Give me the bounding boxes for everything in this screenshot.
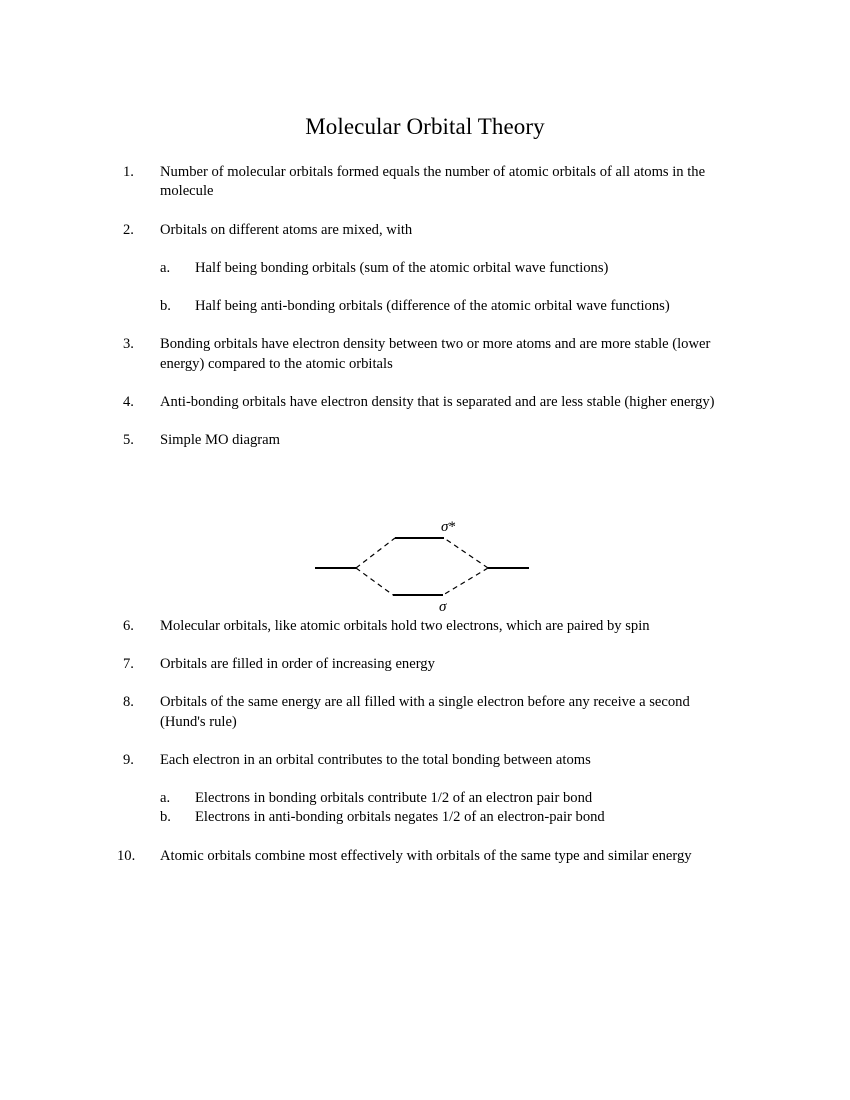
correlation-line-right-antibonding	[444, 538, 488, 568]
list-item-text: Molecular orbitals, like atomic orbitals hold two electrons, which are paired by spin	[160, 617, 650, 634]
list-item	[0, 655, 850, 674]
list-item-text: Orbitals of the same energy are all filled with a single electron before any receive a second (Hund's rule)	[160, 694, 690, 730]
list-item-text: Half being anti-bonding orbitals (difference of the atomic orbital wave functions)	[195, 298, 670, 315]
list-item	[0, 847, 850, 866]
list-marker: 7.	[123, 655, 134, 672]
list-marker: 10.	[117, 847, 136, 864]
page-title: Molecular Orbital Theory	[305, 114, 545, 140]
mo-energy-diagram	[300, 505, 560, 630]
list-marker: 9.	[123, 751, 134, 768]
list-item	[0, 431, 850, 450]
list-item-text: Each electron in an orbital contributes to the total bonding between atoms	[160, 751, 591, 768]
list-item	[0, 259, 850, 278]
list-marker: 1.	[123, 164, 134, 180]
list-item-text: Simple MO diagram	[160, 432, 280, 449]
sigma-star-asterisk-glyph: *	[448, 519, 456, 535]
list-marker: b.	[160, 298, 171, 315]
list-item	[0, 693, 850, 732]
list-item	[0, 393, 850, 412]
list-item-text: Number of molecular orbitals formed equals the number of atomic orbitals of all atoms in the molecule	[160, 164, 706, 200]
list-item-text: Half being bonding orbitals (sum of the atomic orbital wave functions)	[195, 259, 609, 276]
correlation-line-left-bonding	[356, 568, 393, 595]
list-item-text: Electrons in bonding orbitals contribute 1/2 of an electron pair bond	[195, 790, 593, 807]
list-marker: 5.	[123, 432, 134, 449]
list-item	[0, 163, 850, 202]
list-item-text: Orbitals on different atoms are mixed, with	[160, 221, 413, 238]
list-item	[0, 789, 850, 808]
list-item	[0, 808, 850, 827]
list-item	[0, 335, 850, 374]
mo-diagram-svg	[300, 505, 560, 630]
list-marker: 3.	[123, 336, 134, 353]
sigma-star-sigma-glyph: σ	[441, 519, 449, 535]
list-item-text: Orbitals are filled in order of increasing energy	[160, 655, 435, 672]
list-marker: 4.	[123, 394, 134, 411]
list-marker: a.	[160, 790, 171, 807]
list-item-text: Electrons in anti-bonding orbitals negates 1/2 of an electron-pair bond	[195, 809, 605, 826]
list-marker: 2.	[123, 221, 134, 238]
correlation-line-right-bonding	[443, 568, 488, 595]
list-item	[0, 751, 850, 770]
list-item-text: Bonding orbitals have electron density between two or more atoms and are more stable (lower energy) compared to the atomic orbitals	[160, 336, 711, 372]
list-marker: b.	[160, 809, 171, 826]
list-item	[0, 297, 850, 316]
bonding-orbital-label: σ	[439, 599, 447, 615]
list-marker: 6.	[123, 617, 134, 634]
antibonding-orbital-label	[441, 519, 456, 535]
correlation-line-left-antibonding	[356, 538, 395, 568]
list-marker: a.	[160, 259, 171, 276]
list-item-text: Atomic orbitals combine most effectively with orbitals of the same type and similar energy	[160, 847, 692, 864]
list-item	[0, 221, 850, 240]
list-marker: 8.	[123, 694, 134, 711]
list-item-text: Anti-bonding orbitals have electron density that is separated and are less stable (higher energy)	[160, 394, 715, 411]
